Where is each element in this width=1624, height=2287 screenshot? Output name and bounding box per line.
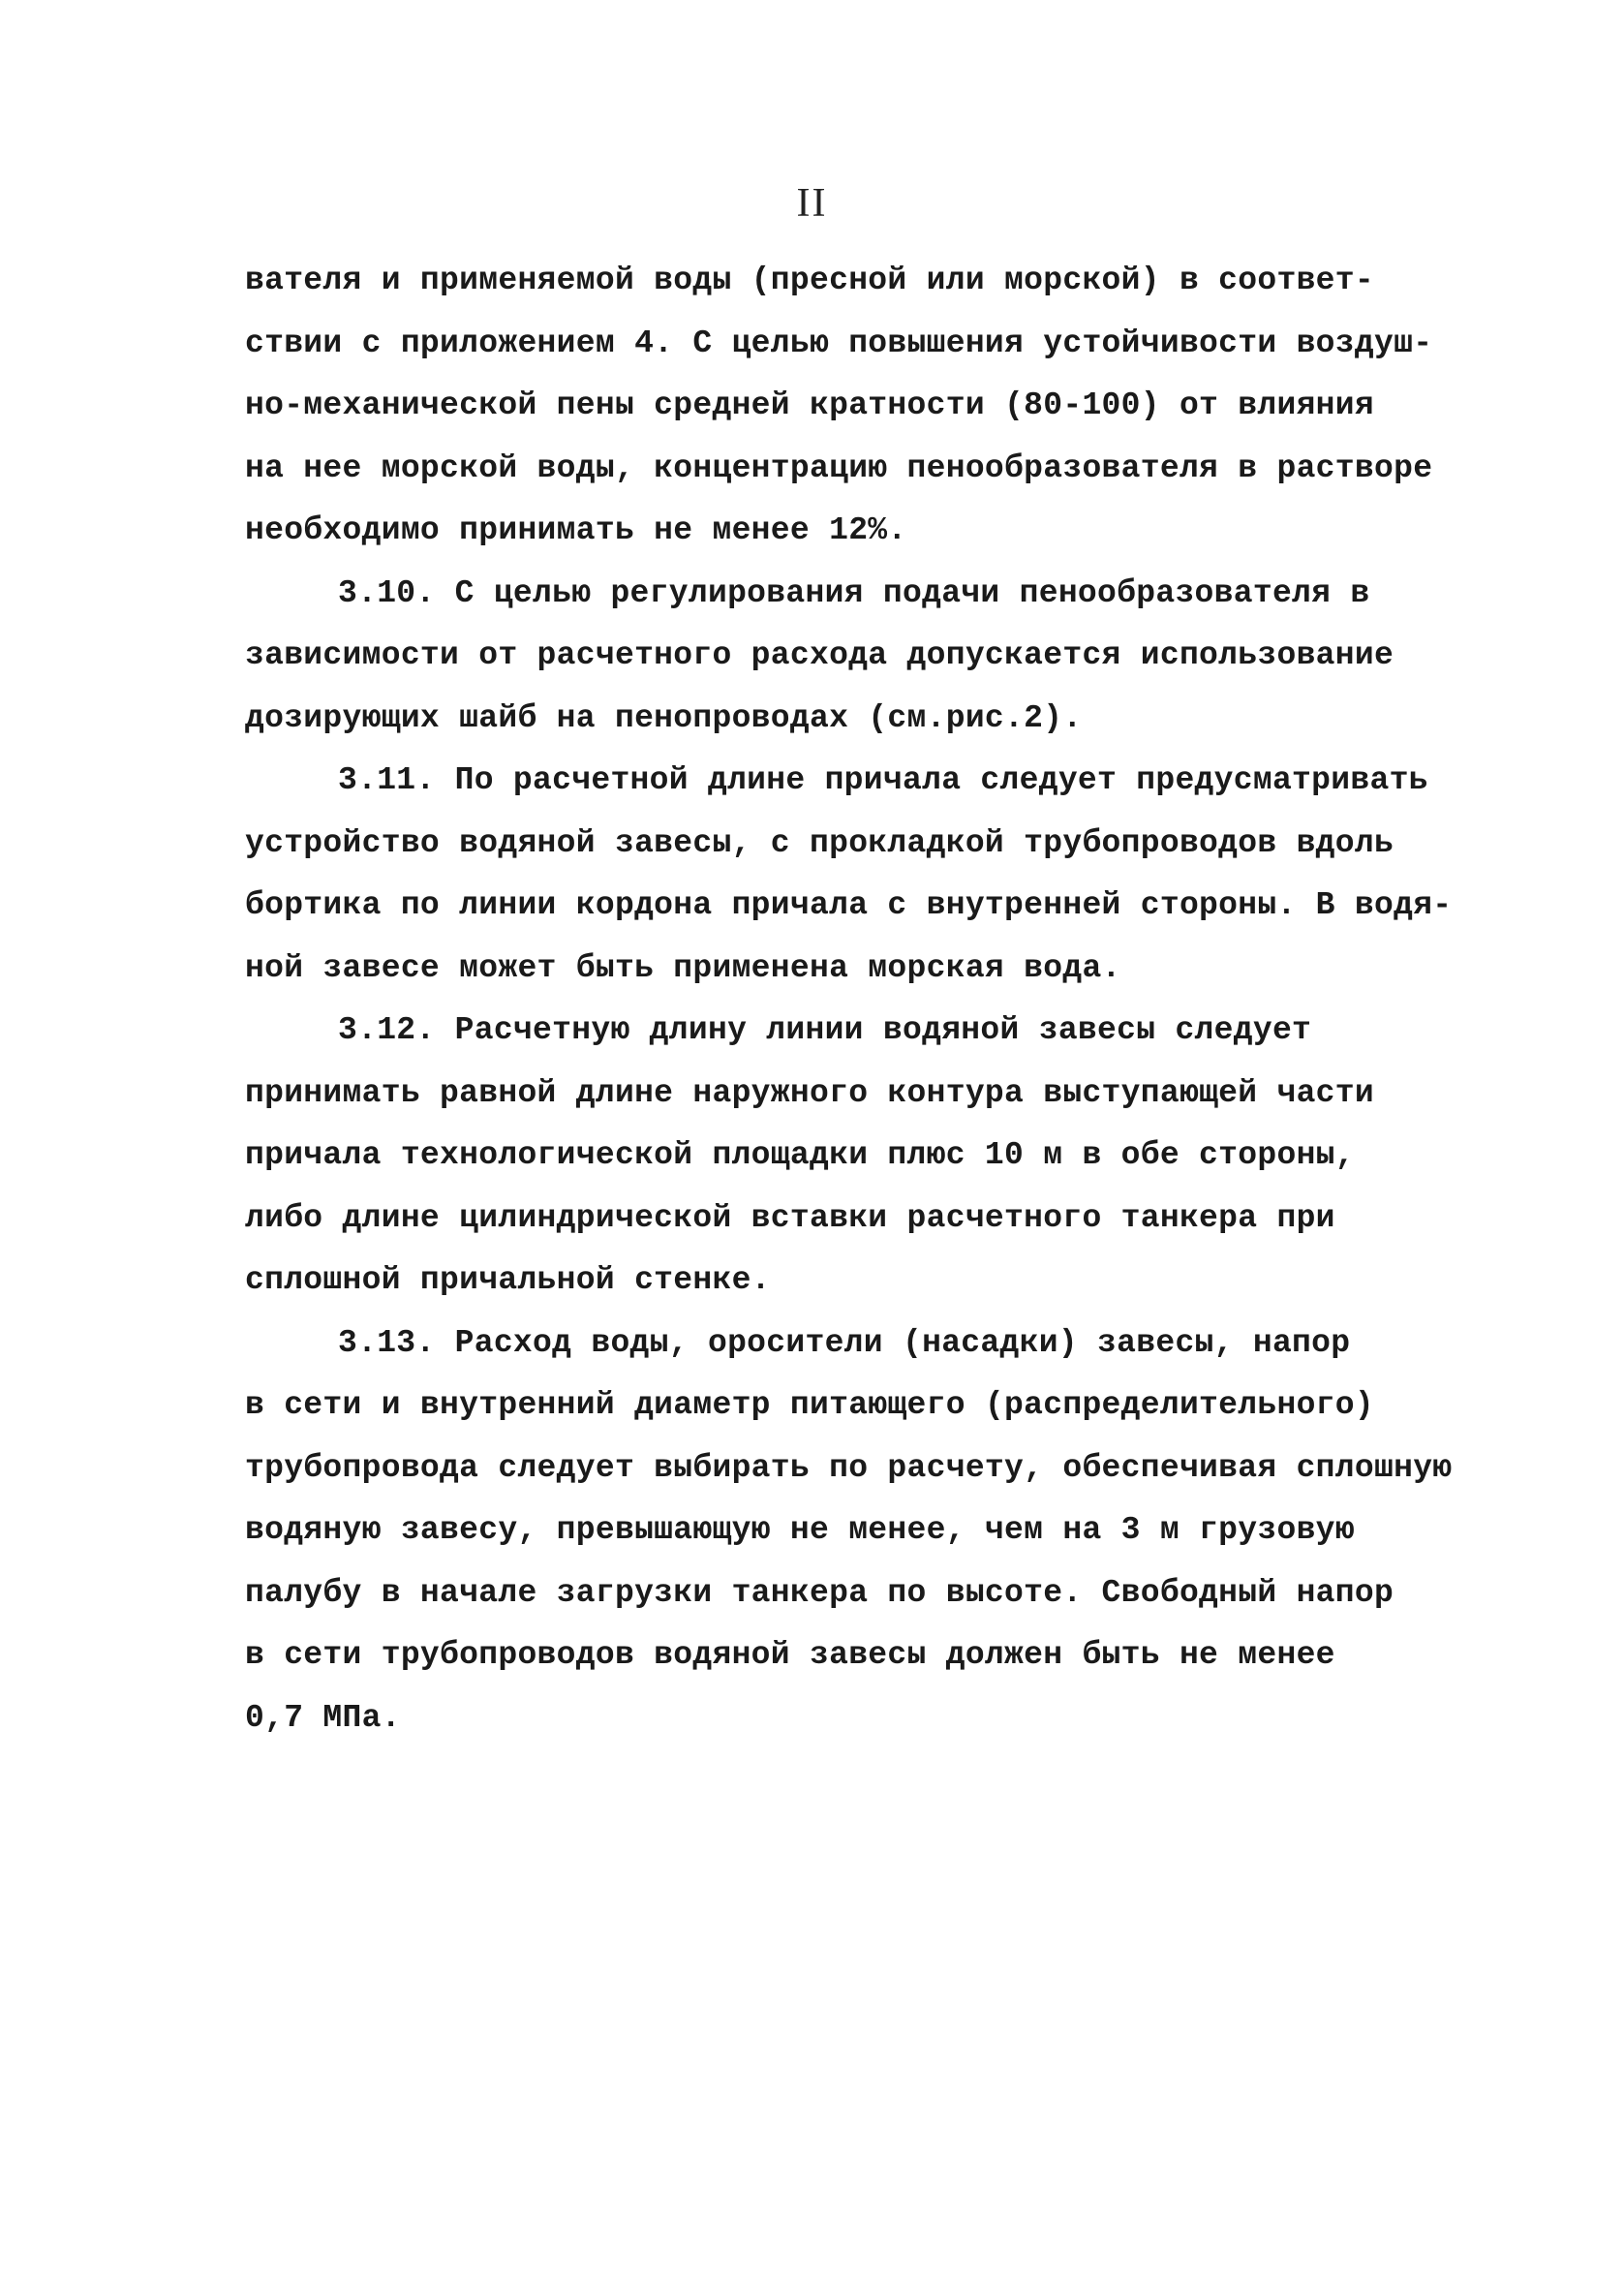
text-line: 0,7 МПа.	[245, 1699, 401, 1736]
text-line: сплошной причальной стенке.	[245, 1262, 771, 1298]
body-text	[245, 250, 1453, 1749]
text-line: 3.13. Расход воды, оросители (насадки) завесы, напор	[338, 1324, 1351, 1361]
text-line: бортика по линии кордона причала с внутренней стороны. В водя-	[245, 887, 1453, 923]
text-line: ной завесе может быть применена морская вода.	[245, 949, 1121, 986]
text-line: 3.11. По расчетной длине причала следует предусматривать	[338, 762, 1428, 798]
text-line: 3.12. Расчетную длину линии водяной завесы следует	[338, 1012, 1312, 1048]
text-line: необходимо принимать не менее 12%.	[245, 512, 907, 548]
text-line: но-механической пены средней кратности (80-100) от влияния	[245, 387, 1374, 423]
text-line: ствии с приложением 4. С целью повышения устойчивости воздуш-	[245, 325, 1433, 361]
text-line: водяную завесу, превышающую не менее, чем на 3 м грузовую	[245, 1512, 1355, 1548]
text-line: на нее морской воды, концентрацию пенообразователя в растворе	[245, 449, 1433, 486]
text-line: принимать равной длине наружного контура выступающей части	[245, 1074, 1374, 1111]
text-line: в сети и внутренний диаметр питающего (распределительного)	[245, 1387, 1374, 1423]
text-line: 3.10. С целью регулирования подачи пенообразователя в	[338, 574, 1370, 611]
text-line: в сети трубопроводов водяной завесы должен быть не менее	[245, 1637, 1335, 1673]
page-number: II	[796, 181, 828, 226]
paragraph-3-11	[245, 750, 1453, 1000]
text-line: трубопровода следует выбирать по расчету, обеспечивая сплошную	[245, 1449, 1453, 1486]
text-line: вателя и применяемой воды (пресной или морской) в соответ-	[245, 263, 1374, 298]
text-line: устройство водяной завесы, с прокладкой трубопроводов вдоль	[245, 824, 1394, 861]
text-line: зависимости от расчетного расхода допускается использование	[245, 637, 1394, 673]
text-line: причала технологической площадки плюс 10 м в обе стороны,	[245, 1137, 1355, 1173]
paragraph-3-10	[245, 563, 1436, 751]
text-line: дозирующих шайб на пенопроводах (см.рис.2).	[245, 699, 1083, 736]
text-line: палубу в начале загрузки танкера по высоте. Свободный напор	[245, 1574, 1394, 1611]
text-line: либо длине цилиндрической вставки расчетного танкера при	[245, 1199, 1335, 1236]
paragraph-3-13	[245, 1313, 1453, 1750]
paragraph-3-12	[245, 1000, 1436, 1313]
paragraph-continuation	[245, 250, 1436, 563]
